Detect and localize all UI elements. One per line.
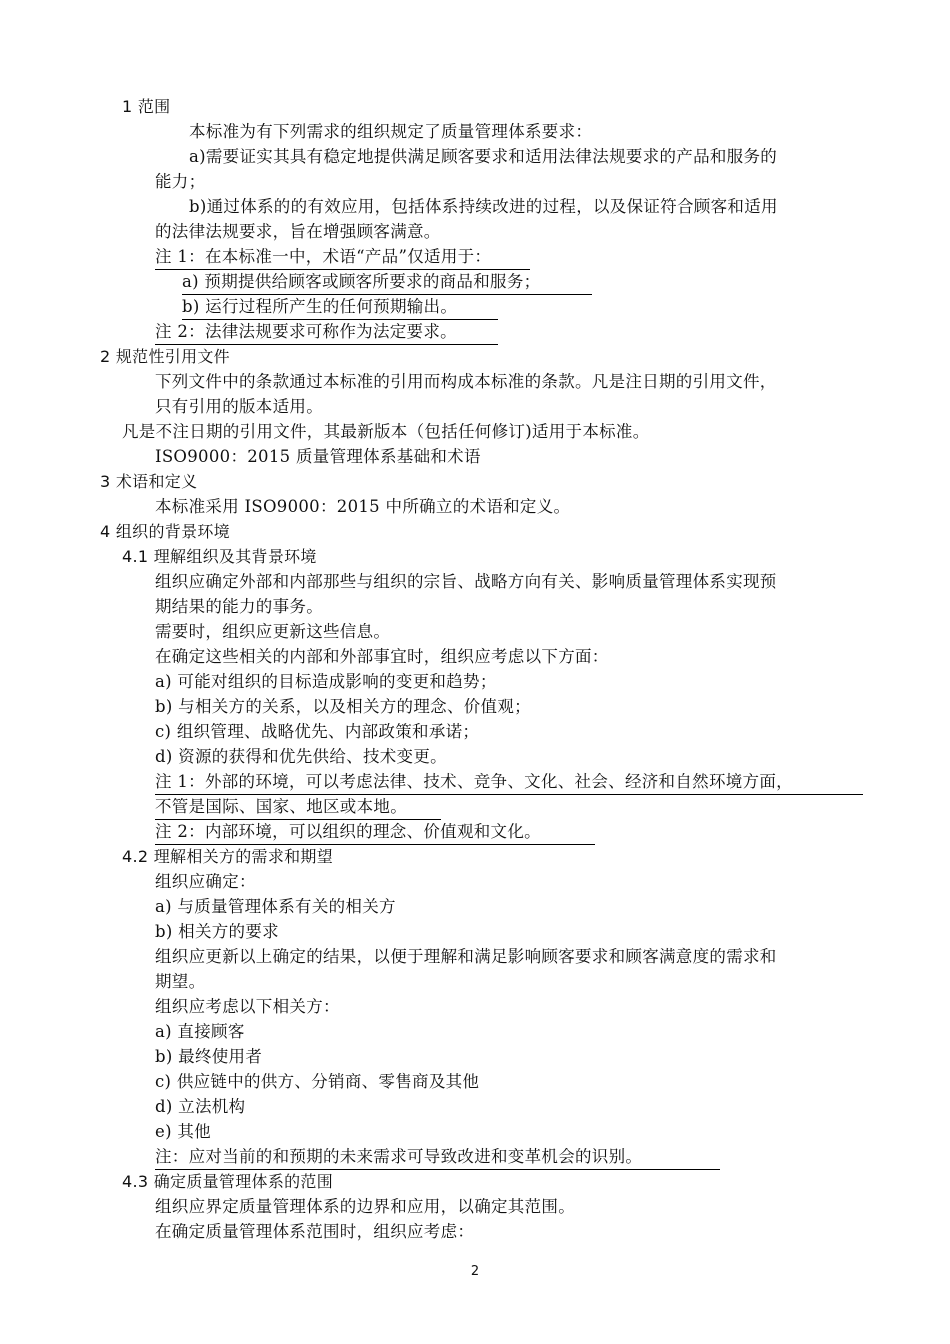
paragraph-line: 组织应更新以上确定的结果，以便于理解和满足影响顾客要求和顾客满意度的需求和 bbox=[155, 947, 777, 966]
section-heading-3: 3 术语和定义 bbox=[100, 472, 198, 491]
paragraph-line: 能力； bbox=[155, 172, 206, 191]
list-item-d: d) 资源的获得和优先供给、技术变更。 bbox=[155, 747, 447, 766]
reference-line: ISO9000：2015 质量管理体系基础和术语 bbox=[155, 447, 481, 466]
section-heading-4: 4 组织的背景环境 bbox=[100, 522, 230, 541]
note-1: 注 1：外部的环境，可以考虑法律、技术、竞争、文化、社会、经济和自然环境方面， bbox=[155, 770, 863, 795]
list-item-d: d) 立法机构 bbox=[155, 1097, 246, 1116]
list-item-a: a)需要证实其具有稳定地提供满足顾客要求和适用法律法规要求的产品和服务的 bbox=[189, 147, 778, 166]
list-item-a: a) 可能对组织的目标造成影响的变更和趋势； bbox=[155, 672, 497, 691]
note-item-b: b) 运行过程所产生的任何预期输出。 bbox=[182, 295, 498, 320]
list-item-b: b)通过体系的的有效应用，包括体系持续改进的过程，以及保证符合顾客和适用 bbox=[189, 197, 778, 216]
note-item-a: a) 预期提供给顾客或顾客所要求的商品和服务； bbox=[182, 270, 592, 295]
list-item-b: b) 相关方的要求 bbox=[155, 922, 279, 941]
list-item-a: a) 直接顾客 bbox=[155, 1022, 245, 1041]
paragraph-line: 组织应确定外部和内部那些与组织的宗旨、战略方向有关、影响质量管理体系实现预 bbox=[155, 572, 777, 591]
subsection-heading-4-3: 4.3 确定质量管理体系的范围 bbox=[122, 1172, 334, 1191]
paragraph-line: 组织应界定质量管理体系的边界和应用，以确定其范围。 bbox=[155, 1197, 575, 1216]
paragraph-line: 组织应考虑以下相关方： bbox=[155, 997, 340, 1016]
paragraph-line: 在确定这些相关的内部和外部事宜时，组织应考虑以下方面： bbox=[155, 647, 609, 666]
paragraph-line: 在确定质量管理体系范围时，组织应考虑： bbox=[155, 1222, 475, 1241]
paragraph-line: 组织应确定： bbox=[155, 872, 256, 891]
list-item-c: c) 组织管理、战略优先、内部政策和承诺； bbox=[155, 722, 480, 741]
paragraph-line: 下列文件中的条款通过本标准的引用而构成本标准的条款。凡是注日期的引用文件， bbox=[155, 372, 777, 391]
paragraph-line: 只有引用的版本适用。 bbox=[155, 397, 323, 416]
list-item-a: a) 与质量管理体系有关的相关方 bbox=[155, 897, 396, 916]
note: 注：应对当前的和预期的未来需求可导致改进和变革机会的识别。 bbox=[155, 1145, 720, 1170]
subsection-heading-4-2: 4.2 理解相关方的需求和期望 bbox=[122, 847, 334, 866]
note-1-continued: 不管是国际、国家、地区或本地。 bbox=[155, 795, 441, 820]
paragraph-line: 凡是不注日期的引用文件，其最新版本（包括任何修订)适用于本标准。 bbox=[122, 422, 650, 441]
list-item-c: c) 供应链中的供方、分销商、零售商及其他 bbox=[155, 1072, 480, 1091]
paragraph-line: 本标准为有下列需求的组织规定了质量管理体系要求： bbox=[189, 122, 593, 141]
page-number: 2 bbox=[470, 1264, 480, 1279]
list-item-b: b) 最终使用者 bbox=[155, 1047, 263, 1066]
note-1: 注 1：在本标准一中，术语“产品”仅适用于： bbox=[155, 245, 530, 270]
note-2: 注 2：内部环境，可以组织的理念、价值观和文化。 bbox=[155, 820, 595, 845]
paragraph-line: 期望。 bbox=[155, 972, 206, 991]
paragraph-line: 本标准采用 ISO9000：2015 中所确立的术语和定义。 bbox=[155, 497, 571, 516]
paragraph-line: 的法律法规要求，旨在增强顾客满意。 bbox=[155, 222, 441, 241]
note-2: 注 2：法律法规要求可称作为法定要求。 bbox=[155, 320, 498, 345]
paragraph-line: 需要时，组织应更新这些信息。 bbox=[155, 622, 391, 641]
section-heading-1: 1 范围 bbox=[122, 97, 171, 116]
paragraph-line: 期结果的能力的事务。 bbox=[155, 597, 323, 616]
section-heading-2: 2 规范性引用文件 bbox=[100, 347, 230, 366]
list-item-b: b) 与相关方的关系，以及相关方的理念、价值观； bbox=[155, 697, 531, 716]
list-item-e: e) 其他 bbox=[155, 1122, 211, 1141]
subsection-heading-4-1: 4.1 理解组织及其背景环境 bbox=[122, 547, 317, 566]
